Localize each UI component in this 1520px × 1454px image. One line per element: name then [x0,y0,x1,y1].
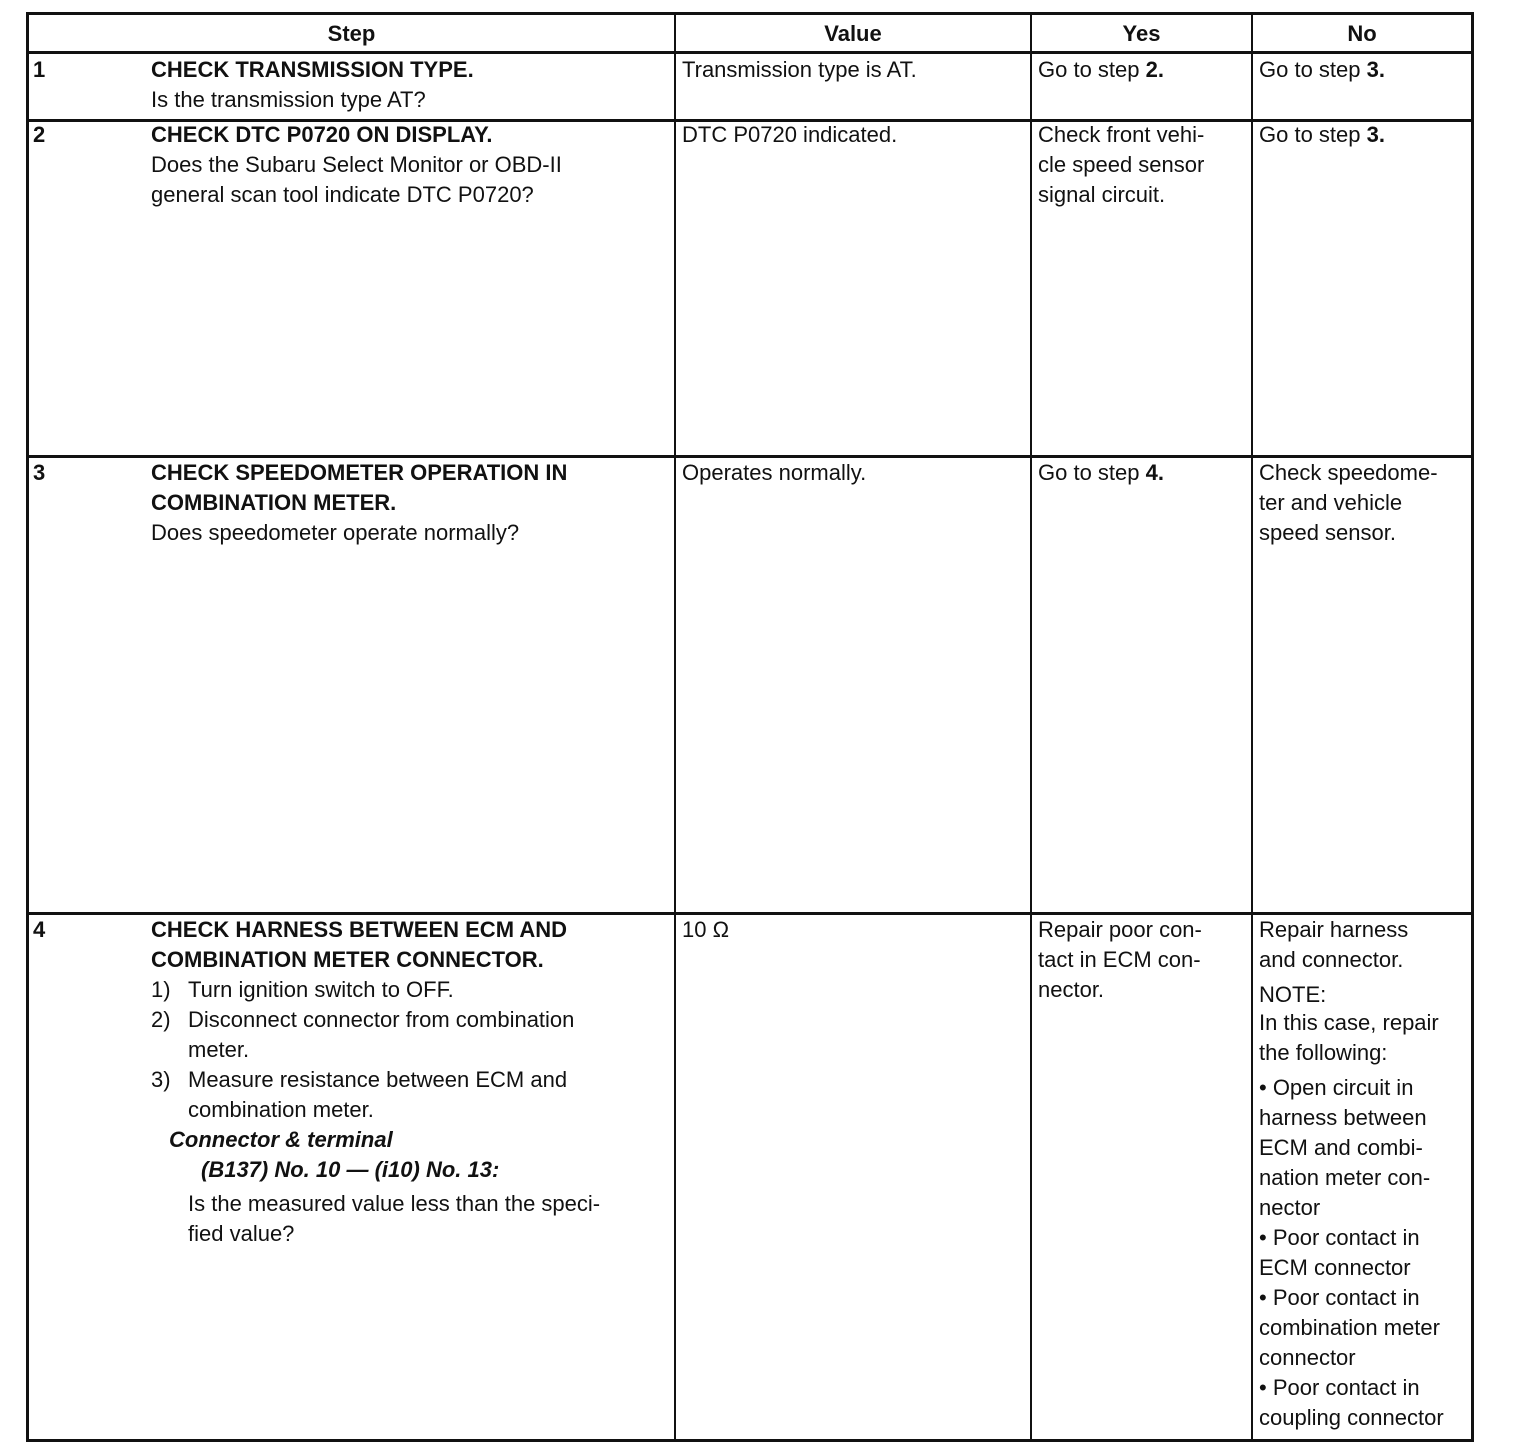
no-line: Repair harness [1259,917,1409,942]
note-bullet [1259,1223,1473,1283]
troubleshooting-table [26,12,1474,1442]
step-number: 3 [33,460,46,485]
no-line: and connector. [1259,947,1404,972]
yes-cell [1038,55,1164,85]
step-question-line: Is the measured value less than the speci- [188,1191,601,1216]
step-3-content [151,458,666,548]
no-line: ter and vehicle [1259,490,1403,515]
connector-label: Connector & terminal [169,1127,393,1152]
bullet-line: • Open circuit in [1259,1075,1414,1100]
no-line: Check speedome- [1259,460,1438,485]
procedure-line: combination meter. [188,1097,374,1122]
procedure-line: meter. [188,1037,250,1062]
step-number: 2 [33,122,46,147]
yes-cell [1038,915,1202,1005]
bullet-line: ECM and combi- [1259,1135,1423,1160]
note-bullet [1259,1073,1473,1223]
no-cell [1259,55,1385,85]
step-number: 1 [33,57,46,82]
procedure-step-text [188,1065,567,1125]
procedure-step-number: 3) [151,1067,171,1092]
procedure-step [151,1005,666,1065]
column-divider [1251,15,1253,1439]
no-cell [1259,915,1473,1433]
procedure-step [151,975,666,1005]
no-text: Go to step [1259,122,1367,147]
yes-line: tact in ECM con- [1038,947,1201,972]
column-divider [1030,15,1032,1439]
procedure-step [151,1065,666,1125]
step-title: CHECK TRANSMISSION TYPE. [151,57,474,82]
note-line: In this case, repair [1259,1010,1439,1035]
no-step-link: 3. [1366,57,1385,82]
bullet-line: ECM connector [1259,1255,1411,1280]
yes-step-link: 4. [1145,460,1164,485]
header-no: No [1347,21,1377,46]
step-4-content [151,915,666,1249]
no-line: speed sensor. [1259,520,1396,545]
header-value: Value [824,21,882,46]
yes-line: Check front vehi- [1038,122,1205,147]
step-title: CHECK DTC P0720 ON DISPLAY. [151,122,493,147]
yes-cell [1038,458,1164,488]
header-yes: Yes [1122,21,1161,46]
yes-cell [1038,120,1204,210]
procedure-line: Disconnect connector from combination [188,1007,575,1032]
step-title-line: COMBINATION METER CONNECTOR. [151,947,544,972]
step-1-content [151,55,666,115]
value-cell: Operates normally. [682,460,867,485]
value-cell: DTC P0720 indicated. [682,122,898,147]
note-label: NOTE: [1259,982,1327,1007]
step-question: Is the transmission type AT? [151,87,426,112]
step-question [151,1189,666,1249]
bullet-line: harness between [1259,1105,1427,1130]
step-question: Does speedometer operate normally? [151,520,520,545]
step-question-line: general scan tool indicate DTC P0720? [151,182,534,207]
step-title-line: CHECK SPEEDOMETER OPERATION IN [151,460,568,485]
bullet-line: connector [1259,1345,1356,1370]
bullet-line: combination meter [1259,1315,1440,1340]
procedure-step-text [188,1005,574,1065]
bullet-line: nation meter con- [1259,1165,1431,1190]
yes-line: Repair poor con- [1038,917,1202,942]
procedure-step-number: 1) [151,977,171,1002]
step-question-line: Does the Subaru Select Monitor or OBD-II [151,152,562,177]
value-cell: Transmission type is AT. [682,57,917,82]
no-text: Go to step [1259,57,1367,82]
column-divider [674,15,676,1439]
step-number: 4 [33,917,46,942]
note-line: the following: [1259,1040,1388,1065]
value-cell: 10 Ω [682,917,730,942]
procedure-line: Measure resistance between ECM and [188,1067,568,1092]
no-cell [1259,120,1385,150]
connector-spec: (B137) No. 10 — (i10) No. 13: [201,1157,500,1182]
note-bullet [1259,1373,1473,1433]
bullet-line: • Poor contact in [1259,1285,1420,1310]
yes-text: Go to step [1038,57,1146,82]
step-title-line: COMBINATION METER. [151,490,397,515]
yes-text: Go to step [1038,460,1146,485]
bullet-line: coupling connector [1259,1405,1444,1430]
step-question-line: fied value? [188,1221,295,1246]
no-step-link: 3. [1366,122,1385,147]
bullet-line: nector [1259,1195,1321,1220]
no-cell [1259,458,1438,548]
yes-line: signal circuit. [1038,182,1166,207]
header-step: Step [327,21,376,46]
note-bullet [1259,1283,1473,1373]
bullet-line: • Poor contact in [1259,1375,1420,1400]
procedure-step-text: Turn ignition switch to OFF. [188,977,454,1002]
step-title-line: CHECK HARNESS BETWEEN ECM AND [151,917,567,942]
step-2-content [151,120,666,210]
yes-line: cle speed sensor [1038,152,1205,177]
yes-step-link: 2. [1145,57,1164,82]
yes-line: nector. [1038,977,1105,1002]
bullet-line: • Poor contact in [1259,1225,1420,1250]
header-divider [29,51,1471,54]
procedure-step-number: 2) [151,1007,171,1032]
